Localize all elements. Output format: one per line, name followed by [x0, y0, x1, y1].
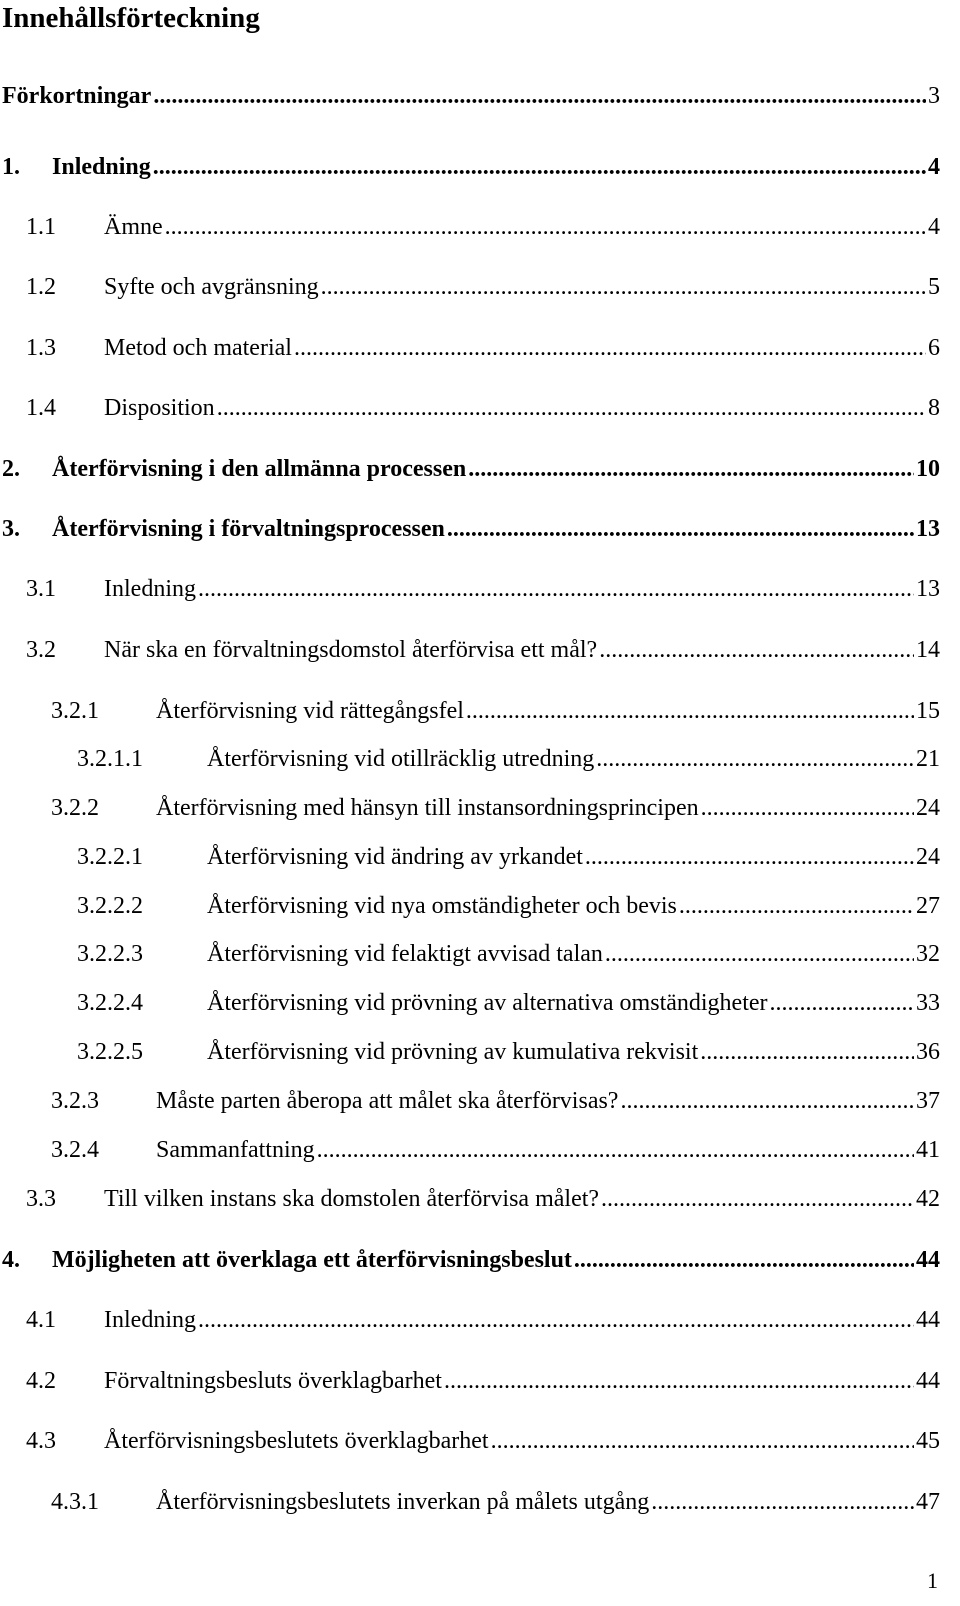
toc-entry[interactable]: [51, 1134, 940, 1166]
toc-entry[interactable]: [26, 573, 940, 605]
toc-entry-number: 4.3: [26, 1428, 56, 1454]
toc-leader: [574, 1244, 914, 1276]
toc-entry-number: 3.2.2.1: [77, 844, 143, 870]
page-number: 1: [927, 1568, 938, 1593]
toc-leader: [491, 1425, 914, 1457]
toc-entry-text: När ska en förvaltningsdomstol återförvisa ett mål?: [104, 637, 598, 663]
toc-leader: [153, 80, 926, 112]
toc-entry-text: Återförvisningsbeslutets överklagbarhet: [104, 1428, 489, 1454]
toc-entry-page: 44: [916, 1368, 940, 1394]
toc-entry[interactable]: [2, 453, 940, 485]
toc-entry-text: Återförvisning med hänsyn till instansordningsprincipen: [156, 795, 699, 821]
toc-entry-text: Återförvisning vid nya omständigheter och bevis: [207, 893, 677, 919]
toc-entry-text: Inledning: [52, 154, 151, 180]
toc-entry[interactable]: [77, 987, 940, 1019]
toc-entry[interactable]: [26, 1365, 940, 1397]
toc-entry-text: Återförvisning vid prövning av alternativa omständigheter: [207, 990, 768, 1016]
toc-entry-number: 3.2.4: [51, 1137, 99, 1163]
toc-entry-text: Återförvisning vid prövning av kumulativa rekvisit: [207, 1039, 699, 1065]
toc-entry-page: 21: [916, 746, 940, 772]
toc-entry-number: 3.: [2, 516, 20, 542]
toc-entry[interactable]: [51, 1085, 940, 1117]
toc-entry[interactable]: [77, 743, 940, 775]
toc-entry-text: Förkortningar: [2, 83, 152, 109]
toc-entry[interactable]: [26, 271, 940, 303]
toc-entry-page: 5: [928, 274, 940, 300]
toc-entry-page: 44: [916, 1307, 940, 1333]
toc-entry-number: 4.1: [26, 1307, 56, 1333]
toc-entry-text: Inledning: [104, 576, 196, 602]
toc-entry-number: 4.: [2, 1247, 20, 1273]
toc-entry-number: 3.3: [26, 1186, 56, 1212]
toc-entry-page: 4: [928, 214, 940, 240]
toc-leader: [605, 938, 914, 970]
toc-entry-number: 1.1: [26, 214, 56, 240]
toc-leader: [620, 1085, 914, 1117]
toc-entry-page: 44: [916, 1247, 940, 1273]
toc-entry-page: 14: [916, 637, 940, 663]
toc-entry-text: Måste parten åberopa att målet ska återförvisas?: [156, 1088, 619, 1114]
toc-entry-text: Återförvisning vid felaktigt avvisad talan: [207, 941, 603, 967]
toc-entry[interactable]: [26, 332, 940, 364]
toc-entry-number: 1.: [2, 154, 20, 180]
toc-leader: [294, 332, 926, 364]
toc-leader: [599, 634, 914, 666]
toc-entry-text: Förvaltningsbesluts överklagbarhet: [104, 1368, 442, 1394]
toc-entry[interactable]: [51, 695, 940, 727]
toc-entry[interactable]: [51, 1486, 940, 1518]
toc-entry-number: 3.1: [26, 576, 56, 602]
toc-leader: [601, 1183, 914, 1215]
toc-leader: [217, 392, 926, 424]
toc-leader: [198, 573, 914, 605]
toc-entry-number: 4.3.1: [51, 1489, 99, 1515]
toc-entry[interactable]: [77, 1036, 940, 1068]
toc-entry-number: 2.: [2, 456, 20, 482]
toc-leader: [153, 151, 926, 183]
toc-entry-text: Till vilken instans ska domstolen återförvisa målet?: [104, 1186, 600, 1212]
toc-entry-number: 3.2.1.1: [77, 746, 143, 772]
toc-entry-page: 41: [916, 1137, 940, 1163]
toc-entry[interactable]: [77, 841, 940, 873]
toc-leader: [700, 1036, 914, 1068]
toc-entry-page: 24: [916, 844, 940, 870]
toc-entry[interactable]: [2, 80, 940, 112]
toc-entry-text: Disposition: [104, 395, 215, 421]
toc-entry[interactable]: [2, 151, 940, 183]
toc-entry-page: 13: [916, 576, 940, 602]
toc-entry-text: Återförvisning vid otillräcklig utredning: [207, 746, 595, 772]
toc-leader: [317, 1134, 914, 1166]
toc-entry[interactable]: [2, 513, 940, 545]
toc-entry-number: 3.2.1: [51, 698, 99, 724]
toc-entry-number: 1.3: [26, 335, 56, 361]
toc-leader: [466, 695, 914, 727]
toc-entry-text: Återförvisning vid rättegångsfel: [156, 698, 464, 724]
toc-leader: [444, 1365, 914, 1397]
toc-entry[interactable]: [26, 211, 940, 243]
toc-entry-text: Återförvisning i förvaltningsprocessen: [52, 516, 445, 542]
toc-entry-page: 8: [928, 395, 940, 421]
toc-entry-page: 15: [916, 698, 940, 724]
toc-entry-number: 3.2.2: [51, 795, 99, 821]
toc-entry-number: 3.2: [26, 637, 56, 663]
toc-entry-page: 33: [916, 990, 940, 1016]
toc-entry-number: 1.4: [26, 395, 56, 421]
toc-entry-text: Metod och material: [104, 335, 292, 361]
toc-entry-page: 10: [916, 456, 940, 482]
toc-leader: [596, 743, 914, 775]
toc-entry[interactable]: [26, 1304, 940, 1336]
toc-entry-text: Återförvisning vid ändring av yrkandet: [207, 844, 583, 870]
toc-entry[interactable]: [26, 1183, 940, 1215]
toc-entry-page: 27: [916, 893, 940, 919]
toc-entry-page: 32: [916, 941, 940, 967]
toc-leader: [198, 1304, 914, 1336]
toc-entry-number: 3.2.2.2: [77, 893, 143, 919]
toc-entry[interactable]: [26, 1425, 940, 1457]
toc-entry-page: 24: [916, 795, 940, 821]
toc-entry-text: Inledning: [104, 1307, 196, 1333]
toc-entry-page: 37: [916, 1088, 940, 1114]
toc-entry-number: 3.2.2.4: [77, 990, 143, 1016]
toc-leader: [447, 513, 914, 545]
toc-entry-text: Ämne: [104, 214, 163, 240]
toc-title: Innehållsförteckning: [2, 2, 260, 34]
toc-entry-number: 3.2.3: [51, 1088, 99, 1114]
toc-entry-page: 47: [916, 1489, 940, 1515]
toc-entry-number: 1.2: [26, 274, 56, 300]
toc-entry[interactable]: [77, 890, 940, 922]
toc-entry[interactable]: [77, 938, 940, 970]
toc-entry[interactable]: [26, 634, 940, 666]
toc-leader: [701, 792, 914, 824]
toc-entry-number: 3.2.2.5: [77, 1039, 143, 1065]
toc-entry-number: 3.2.2.3: [77, 941, 143, 967]
toc-entry-page: 42: [916, 1186, 940, 1212]
toc-entry-number: 4.2: [26, 1368, 56, 1394]
toc-leader: [321, 271, 926, 303]
toc-entry-page: 36: [916, 1039, 940, 1065]
toc-entry-text: Möjligheten att överklaga ett återförvisningsbeslut: [52, 1247, 572, 1273]
toc-leader: [770, 987, 914, 1019]
toc-entry-text: Återförvisningsbeslutets inverkan på målets utgång: [156, 1489, 650, 1515]
toc-entry-page: 3: [928, 83, 940, 109]
toc-entry[interactable]: [26, 392, 940, 424]
toc-entry-text: Syfte och avgränsning: [104, 274, 319, 300]
toc-entry-page: 13: [916, 516, 940, 542]
toc-leader: [468, 453, 914, 485]
toc-leader: [679, 890, 914, 922]
toc-entry[interactable]: [2, 1244, 940, 1276]
toc-entry-page: 4: [928, 154, 940, 180]
toc-entry-text: Återförvisning i den allmänna processen: [52, 456, 467, 482]
toc-entry[interactable]: [51, 792, 940, 824]
toc-entry-page: 6: [928, 335, 940, 361]
toc-leader: [651, 1486, 914, 1518]
toc-leader: [165, 211, 926, 243]
toc-entry-page: 45: [916, 1428, 940, 1454]
toc-entry-text: Sammanfattning: [156, 1137, 315, 1163]
toc-leader: [585, 841, 914, 873]
